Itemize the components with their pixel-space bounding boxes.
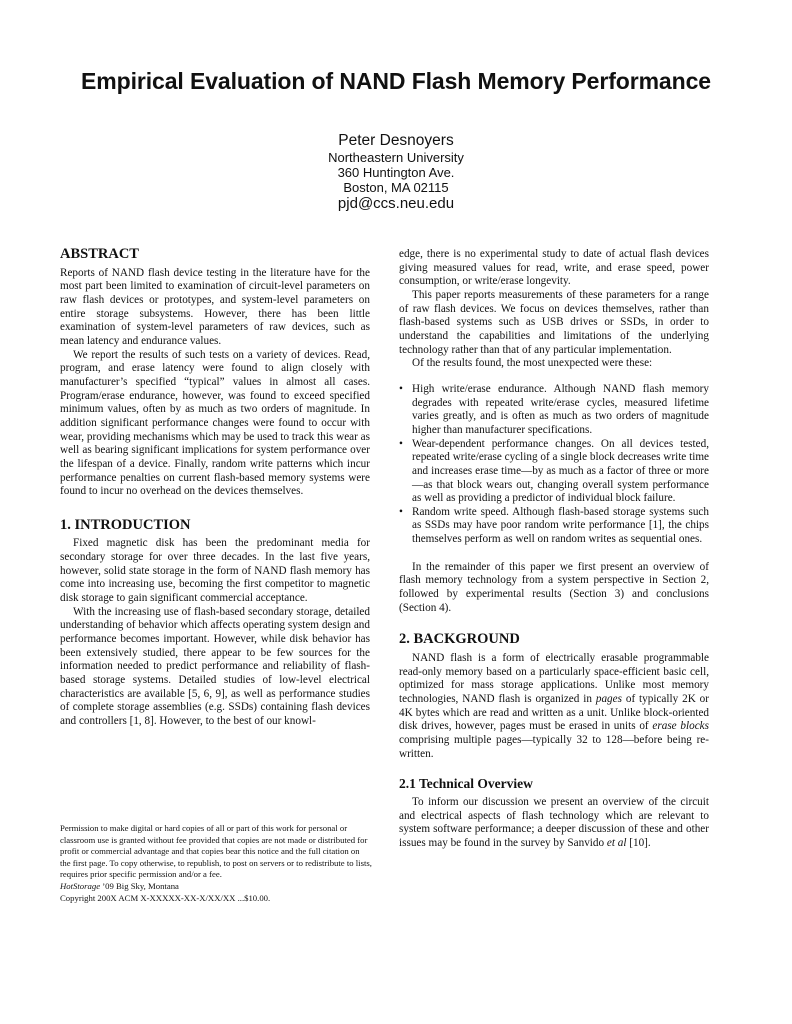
permission-footnote — [60, 823, 372, 904]
abstract-paragraph-1: Reports of NAND flash device testing in the literature have for the most part been limited to examination of circuit-level parameters on raw flash devices or prototypes, and system-level parameters on entire storage subsystems. However, there has been little examination of system-level parameters of raw devices, such as mean latency and endurance values. — [60, 266, 370, 347]
background-paragraph-1: NAND flash is a form of electrically erasable programmable read-only memory based on a particularly space-efficient basic cell, optimized for mass storage applications. Unlike most memory technologies, NAND flash is organized in pages of typically 2K or 4K bytes which are read and written as a unit. Unlike block-oriented disk drives, however, pages must be erased in units of erase blocks comprising multiple pages—typically 32 to 128—before being re-written. — [399, 652, 709, 760]
permission-notice: Permission to make digital or hard copies of all or part of this work for personal or classroom use is granted without fee provided that copies are not made or distributed for profit or commercial advantage and that copies bear this notice and the full citation on the first page. To copy otherwise, to republish, to post on servers or to redistribute to lists, requires prior specific permission and/or a fee. — [60, 823, 372, 880]
author-email: pjd@ccs.neu.edu — [337, 195, 455, 212]
left-column — [60, 248, 370, 729]
list-item: • Random write speed. Although flash-based storage systems such as SSDs may have poor random write performance [1], the chips themselves perform as well on random writes as sequential ones. — [399, 506, 709, 547]
venue-line: HotStorage ’09 Big Sky, Montana — [60, 880, 179, 891]
technical-overview-heading: 2.1 Technical Overview — [399, 776, 533, 792]
intro-paragraph-2: With the increasing use of flash-based secondary storage, detailed understanding of behavior which affects operating system design and performance becomes important. However, while disk behavior has been extensively studied, there appear to be few sources for the information needed to predict performance and reliability of flash-based storage systems. Detailed studies of low-level electrical characteristics are available [5, 6, 9], as well as performance studies of complete storage assemblies (e.g. SSDs) containing flash devices and controllers [1, 8]. However, to the best of our knowl- — [60, 605, 370, 727]
author-affiliation: Northeastern University — [328, 150, 464, 165]
list-item: • Wear-dependent performance changes. On all devices tested, repeated write/erase cycling of a single block decreases write time and increases erase time—by as much as a factor of three or more—as that block wears out, changing overall system performance as well as providing a predictor of individual block failure. — [399, 438, 709, 506]
author-address-line1: 360 Huntington Ave. — [337, 165, 455, 180]
author-name: Peter Desnoyers — [338, 132, 454, 149]
findings-list — [399, 383, 709, 547]
abstract-paragraph-2: We report the results of such tests on a variety of devices. Read, program, and erase latency were found to align closely with manufacturer’s specified “typical” values in almost all cases. Program/erase endurance, however, was found to exceed specified minimum values, often by as much as two orders of magnitude. In addition significant performance changes were found to occur with wear, providing mechanisms which may be used to track this wear as well as bearing significant implications for system performance over the lifespan of a device. Finally, random write patterns which incur performance penalties on current flash-based memory systems were found to incur no overhead on the devices themselves. — [60, 348, 370, 498]
abstract-heading: ABSTRACT — [60, 246, 139, 262]
introduction-heading: 1. INTRODUCTION — [60, 516, 191, 533]
technical-overview-paragraph-1: To inform our discussion we present an overview of the circuit and electrical aspects of flash technology which are relevant to system software performance; a deeper discussion of these and other issues may be found in the survey by Sanvido et al [10]. — [399, 795, 709, 849]
author-address-line2: Boston, MA 02115 — [343, 180, 449, 195]
intro-paragraph-5: In the remainder of this paper we first present an overview of flash memory technology from a system perspective in Section 2, followed by experimental results (Section 3) and conclusions (Section 4). — [399, 560, 709, 614]
intro-paragraph-4: Of the results found, the most unexpected were these: — [412, 357, 653, 370]
paper-title: Empirical Evaluation of NAND Flash Memory Performance — [81, 68, 711, 94]
background-heading: 2. BACKGROUND — [399, 631, 520, 648]
right-column — [399, 248, 709, 851]
author-block — [0, 131, 792, 213]
list-item: • High write/erase endurance. Although NAND flash memory degrades with repeated write/erase cycles, measured lifetime varies greatly, and is often as much as two orders of magnitude higher than manufacturer specifications. — [399, 383, 709, 438]
intro-paragraph-1: Fixed magnetic disk has been the predominant media for secondary storage for over three decades. In the last five years, however, solid state storage in the form of NAND flash memory has come into increasing use, becoming the first competitor to magnetic disk storage to gain significant commercial acceptance. — [60, 537, 370, 605]
copyright-line: Copyright 200X ACM X-XXXXX-XX-X/XX/XX ...$10.00. — [60, 892, 271, 903]
intro-paragraph-3: This paper reports measurements of these parameters for a range of raw flash devices. We focus on devices themselves, rather than flash-based systems such as USB drives or SSDs, in order to understand the capabilities and limitations of the underlying technology rather than that of any particular implementation. — [399, 288, 709, 356]
intro-paragraph-2-continued: edge, there is no experimental study to date of actual flash devices giving measured values for read, write, and erase speed, power consumption, or write/erase longevity. — [399, 248, 709, 288]
